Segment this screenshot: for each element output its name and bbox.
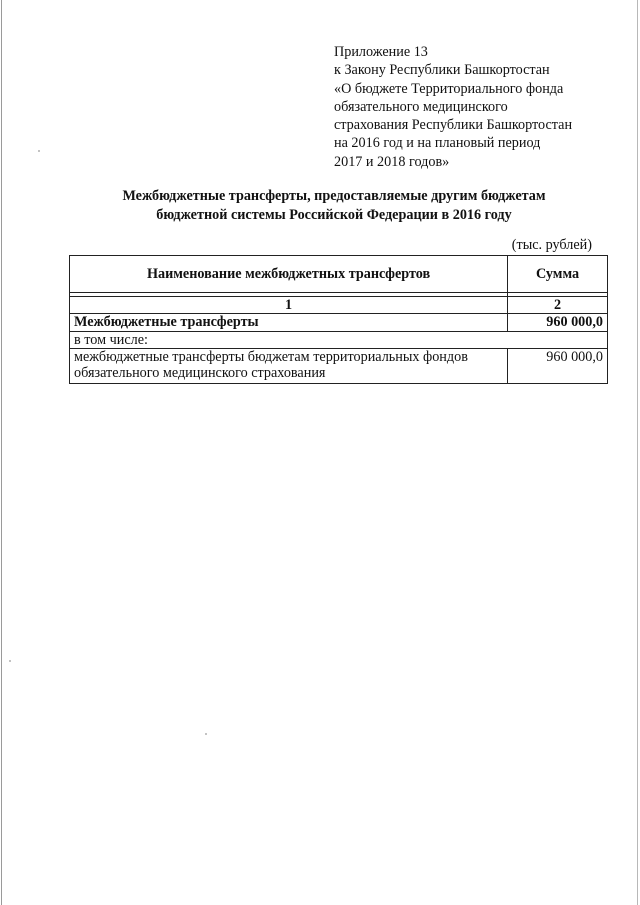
column-number-1: 1 <box>70 297 508 314</box>
row-name: межбюджетные трансферты бюджетам территориальных фондов обязательного медицинского страхования <box>70 349 508 384</box>
header-name: Наименование межбюджетных трансфертов <box>70 256 508 293</box>
total-sum: 960 000,0 <box>508 314 608 332</box>
total-name: Межбюджетные трансферты <box>70 314 508 332</box>
appendix-line: на 2016 год и на плановый период <box>334 135 541 152</box>
table-header-row <box>70 256 608 293</box>
appendix-line: обязательного медицинского <box>334 98 508 115</box>
appendix-line: 2017 и 2018 годов» <box>334 153 450 170</box>
including-label: в том числе: <box>70 332 608 349</box>
appendix-line: Приложение 13 <box>334 44 428 60</box>
header-sum: Сумма <box>508 256 608 293</box>
including-row <box>70 332 608 349</box>
page-border-left <box>1 0 2 905</box>
title-line-2: бюджетной системы Российской Федерации в 2016 году <box>156 206 512 223</box>
appendix-line: «О бюджете Территориального фонда <box>334 80 564 97</box>
scan-speck <box>9 660 11 662</box>
table-row <box>70 349 608 384</box>
total-row <box>70 314 608 332</box>
row-sum: 960 000,0 <box>508 349 608 384</box>
column-number-2: 2 <box>508 297 608 314</box>
transfers-table <box>69 255 608 384</box>
page-border-right <box>637 0 638 905</box>
appendix-line: к Закону Республики Башкортостан <box>334 62 550 79</box>
title-line-1: Межбюджетные трансферты, предоставляемые другим бюджетам <box>122 188 546 204</box>
document-title <box>60 187 608 224</box>
appendix-line: страхования Республики Башкортостан <box>334 117 573 134</box>
scan-speck <box>38 150 40 152</box>
appendix-header <box>334 43 624 171</box>
scan-speck <box>205 733 207 735</box>
units-label: (тыс. рублей) <box>511 237 592 253</box>
column-numbers-row <box>70 297 608 314</box>
